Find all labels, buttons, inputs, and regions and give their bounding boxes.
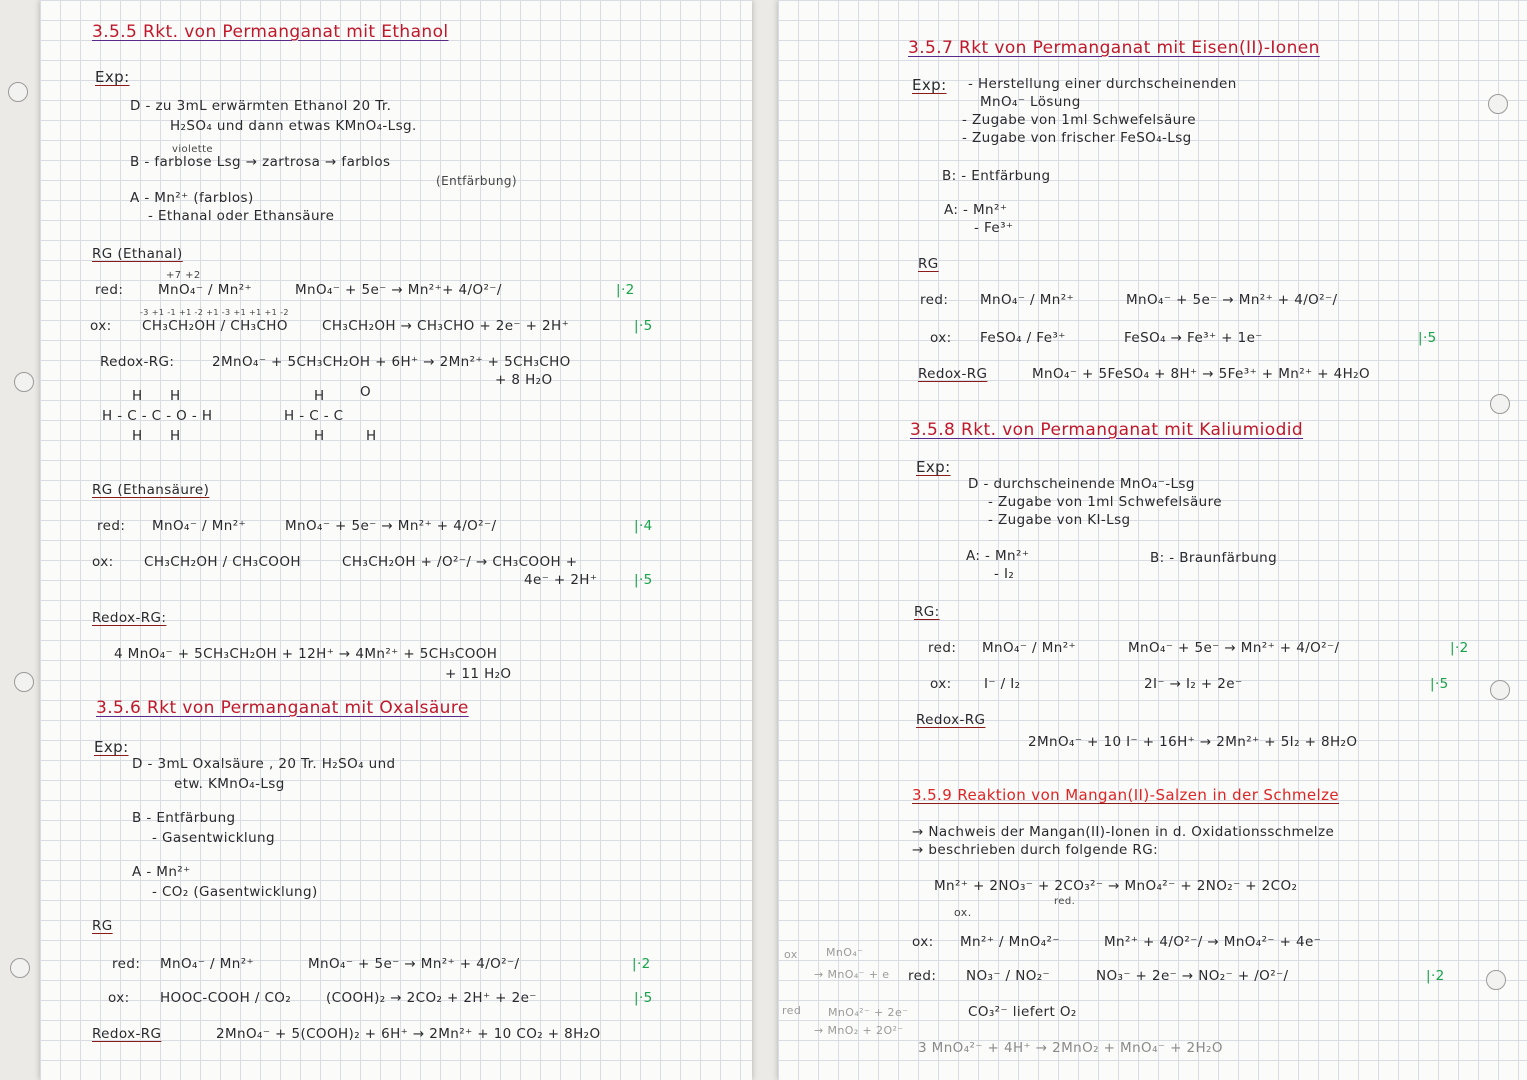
binder-hole [1490,394,1510,414]
multiplier: |·5 [1430,676,1449,692]
procedure-line: H₂SO₄ und dann etwas KMnO₄-Lsg. [170,118,417,134]
redox-pair: FeSO₄ / Fe³⁺ [980,330,1066,346]
rg-heading: RG (Ethansäure) [92,482,210,498]
half-equation: CH₃CH₂OH + /O²⁻/ → CH₃COOH + [342,554,578,570]
redox-pair: MnO₄⁻ / Mn²⁺ [982,640,1077,656]
ox-label: ox: [912,934,934,950]
binder-hole [14,672,34,692]
redox-pair: MnO₄⁻ / Mn²⁺ [980,292,1075,308]
evaluation-line: A - Mn²⁺ [132,864,191,880]
structure-h: H [314,428,325,444]
multiplier: |·2 [1426,968,1445,984]
red-tag: red. [1054,896,1076,907]
redox-pair: MnO₄⁻ / Mn²⁺ [160,956,255,972]
section-3-5-5-title: 3.5.5 Rkt. von Permanganat mit Ethanol [92,22,449,42]
redox-equation: 2MnO₄⁻ + 10 I⁻ + 16H⁺ → 2Mn²⁺ + 5I₂ + 8H₂O [1028,734,1358,750]
left-notebook-page [40,0,752,1080]
binder-hole [8,82,28,102]
section-3-5-6-title: 3.5.6 Rkt von Permanganat mit Oxalsäure [96,698,469,718]
procedure-line: MnO₄⁻ Lösung [980,94,1081,110]
overall-equation: Mn²⁺ + 2NO₃⁻ + 2CO₃²⁻ → MnO₄²⁻ + 2NO₂⁻ + 2CO₂ [934,878,1298,894]
faint-equation: 3 MnO₄²⁻ + 4H⁺ → 2MnO₂ + MnO₄⁻ + 2H₂O [918,1040,1223,1056]
half-equation: CH₃CH₂OH → CH₃CHO + 2e⁻ + 2H⁺ [322,318,570,334]
note-line: → beschrieben durch folgende RG: [912,842,1159,858]
structure-h: H [132,388,143,404]
multiplier: |·4 [634,518,653,534]
half-equation: (COOH)₂ → 2CO₂ + 2H⁺ + 2e⁻ [326,990,537,1006]
redox-label: Redox-RG [918,366,988,382]
observation-line: - Gasentwicklung [152,830,275,846]
procedure-line: D - durchscheinende MnO₄⁻-Lsg [968,476,1195,492]
multiplier: |·2 [632,956,651,972]
evaluation-line: - CO₂ (Gasentwicklung) [152,884,318,900]
red-label: red: [95,282,124,298]
exp-label: Exp: [94,738,129,756]
evaluation-line: - Ethanal oder Ethansäure [148,208,335,224]
exp-label: Exp: [912,76,947,94]
half-equation: FeSO₄ → Fe³⁺ + 1e⁻ [1124,330,1263,346]
redox-equation: MnO₄⁻ + 5FeSO₄ + 8H⁺ → 5Fe³⁺ + Mn²⁺ + 4H₂O [1032,366,1371,382]
evaluation-line: - Fe³⁺ [974,220,1014,236]
half-equation: NO₃⁻ + 2e⁻ → NO₂⁻ + /O²⁻/ [1096,968,1289,984]
red-label: red: [920,292,949,308]
binder-hole [14,372,34,392]
redox-label: Redox-RG [916,712,986,728]
redox-equation: 2MnO₄⁻ + 5CH₃CH₂OH + 6H⁺ → 2Mn²⁺ + 5CH₃CHO [212,354,571,370]
binder-hole [1488,94,1508,114]
oxidation-numbers: -3 +1 -1 +1 -2 +1 -3 +1 +1 +1 -2 [140,308,289,317]
red-label: red: [928,640,957,656]
structure-h: H [366,428,377,444]
redox-pair: MnO₄⁻ / Mn²⁺ [152,518,247,534]
procedure-line: - Zugabe von 1ml Schwefelsäure [988,494,1222,510]
observation-line: B - farblose Lsg → zartrosa → farblos [130,154,391,170]
structure-h: H [132,428,143,444]
ox-label: ox: [930,330,952,346]
redox-equation: + 8 H₂O [495,372,553,388]
redox-pair: HOOC-COOH / CO₂ [160,990,292,1006]
observation-line: B: - Braunfärbung [1150,550,1278,566]
multiplier: |·5 [634,990,653,1006]
note-line: → Nachweis der Mangan(II)-Ionen in d. Oxidationsschmelze [912,824,1335,840]
margin-note: → MnO₄⁻ + e [814,968,890,981]
exp-label: Exp: [916,458,951,476]
multiplier: |·5 [634,318,653,334]
ox-label: ox: [90,318,112,334]
red-label: red: [908,968,937,984]
redox-equation: 2MnO₄⁻ + 5(COOH)₂ + 6H⁺ → 2Mn²⁺ + 10 CO₂ + 8H₂O [216,1026,601,1042]
exp-label: Exp: [95,68,130,86]
binder-hole [1490,680,1510,700]
procedure-line: - Zugabe von frischer FeSO₄-Lsg [962,130,1192,146]
redox-pair: I⁻ / I₂ [984,676,1021,692]
redox-pair: Mn²⁺ / MnO₄²⁻ [960,934,1060,950]
multiplier: |·5 [634,572,653,588]
red-label: red: [112,956,141,972]
ox-tag: ox. [954,906,972,919]
ox-label: ox: [108,990,130,1006]
redox-pair: MnO₄⁻ / Mn²⁺ [158,282,253,298]
half-equation: MnO₄⁻ + 5e⁻ → Mn²⁺ + 4/O²⁻/ [308,956,520,972]
rg-heading: RG [918,256,939,272]
structure-h: H [170,428,181,444]
ethanol-structure: H - C - C - O - H [102,408,213,424]
rg-heading: RG [92,918,113,934]
observation-line: B: - Entfärbung [942,168,1051,184]
half-equation: MnO₄⁻ + 5e⁻ → Mn²⁺ + 4/O²⁻/ [1128,640,1340,656]
redox-equation: + 11 H₂O [445,666,512,682]
procedure-line: D - zu 3mL erwärmten Ethanol 20 Tr. [130,98,392,114]
margin-note: red [782,1004,802,1017]
redox-pair: CH₃CH₂OH / CH₃CHO [142,318,288,334]
evaluation-line: A: - Mn²⁺ [944,202,1008,218]
ethanal-structure: H - C - C [284,408,344,424]
margin-note: MnO₄²⁻ + 2e⁻ [828,1006,909,1019]
evaluation-line: A - Mn²⁺ (farblos) [130,190,254,206]
ox-label: ox: [930,676,952,692]
binder-hole [1486,970,1506,990]
structure-h: H [170,388,181,404]
binder-hole [10,958,30,978]
ox-label: ox: [92,554,114,570]
procedure-line: - Herstellung einer durchscheinenden [968,76,1237,92]
section-3-5-7-title: 3.5.7 Rkt von Permanganat mit Eisen(II)-Ionen [908,38,1320,58]
redox-label: Redox-RG [92,1026,162,1042]
half-equation: 2I⁻ → I₂ + 2e⁻ [1144,676,1243,692]
half-equation: MnO₄⁻ + 5e⁻ → Mn²⁺ + 4/O²⁻/ [285,518,497,534]
procedure-line: - Zugabe von 1ml Schwefelsäure [962,112,1196,128]
redox-pair: CH₃CH₂OH / CH₃COOH [144,554,301,570]
red-label: red: [97,518,126,534]
oxidation-numbers: +7 +2 [166,270,201,281]
structure-h: H [314,388,325,404]
observation-line: B - Entfärbung [132,810,236,826]
multiplier: |·5 [1418,330,1437,346]
evaluation-line: - I₂ [994,566,1015,582]
procedure-line: etw. KMnO₄-Lsg [174,776,285,792]
section-3-5-8-title: 3.5.8 Rkt. von Permanganat mit Kaliumiodid [910,420,1304,440]
multiplier: |·2 [616,282,635,298]
half-equation: MnO₄⁻ + 5e⁻ → Mn²⁺ + 4/O²⁻/ [1126,292,1338,308]
note-line: CO₃²⁻ liefert O₂ [968,1004,1077,1020]
rg-heading: RG (Ethanal) [92,246,183,262]
structure-o: O [360,384,372,400]
multiplier: |·2 [1450,640,1469,656]
redox-label: Redox-RG: [92,610,167,626]
evaluation-line: A: - Mn²⁺ [966,548,1030,564]
section-3-5-9-title: 3.5.9 Reaktion von Mangan(II)-Salzen in der Schmelze [912,786,1340,804]
procedure-line: - Zugabe von KI-Lsg [988,512,1131,528]
half-equation: 4e⁻ + 2H⁺ [524,572,598,588]
margin-note: ox [784,948,798,961]
rg-heading: RG: [914,604,940,620]
right-notebook-page [778,0,1527,1080]
half-equation: MnO₄⁻ + 5e⁻ → Mn²⁺+ 4/O²⁻/ [295,282,502,298]
margin-note: MnO₄⁻ [826,946,864,959]
redox-equation: 4 MnO₄⁻ + 5CH₃CH₂OH + 12H⁺ → 4Mn²⁺ + 5CH₃COOH [114,646,498,662]
half-equation: Mn²⁺ + 4/O²⁻/ → MnO₄²⁻ + 4e⁻ [1104,934,1322,950]
margin-note: → MnO₂ + 2O²⁻ [814,1024,904,1037]
observation-note: (Entfärbung) [436,174,518,188]
redox-label: Redox-RG: [100,354,175,370]
redox-pair: NO₃⁻ / NO₂⁻ [966,968,1051,984]
procedure-line: D - 3mL Oxalsäure , 20 Tr. H₂SO₄ und [132,756,396,772]
annotation: violette [172,144,213,155]
